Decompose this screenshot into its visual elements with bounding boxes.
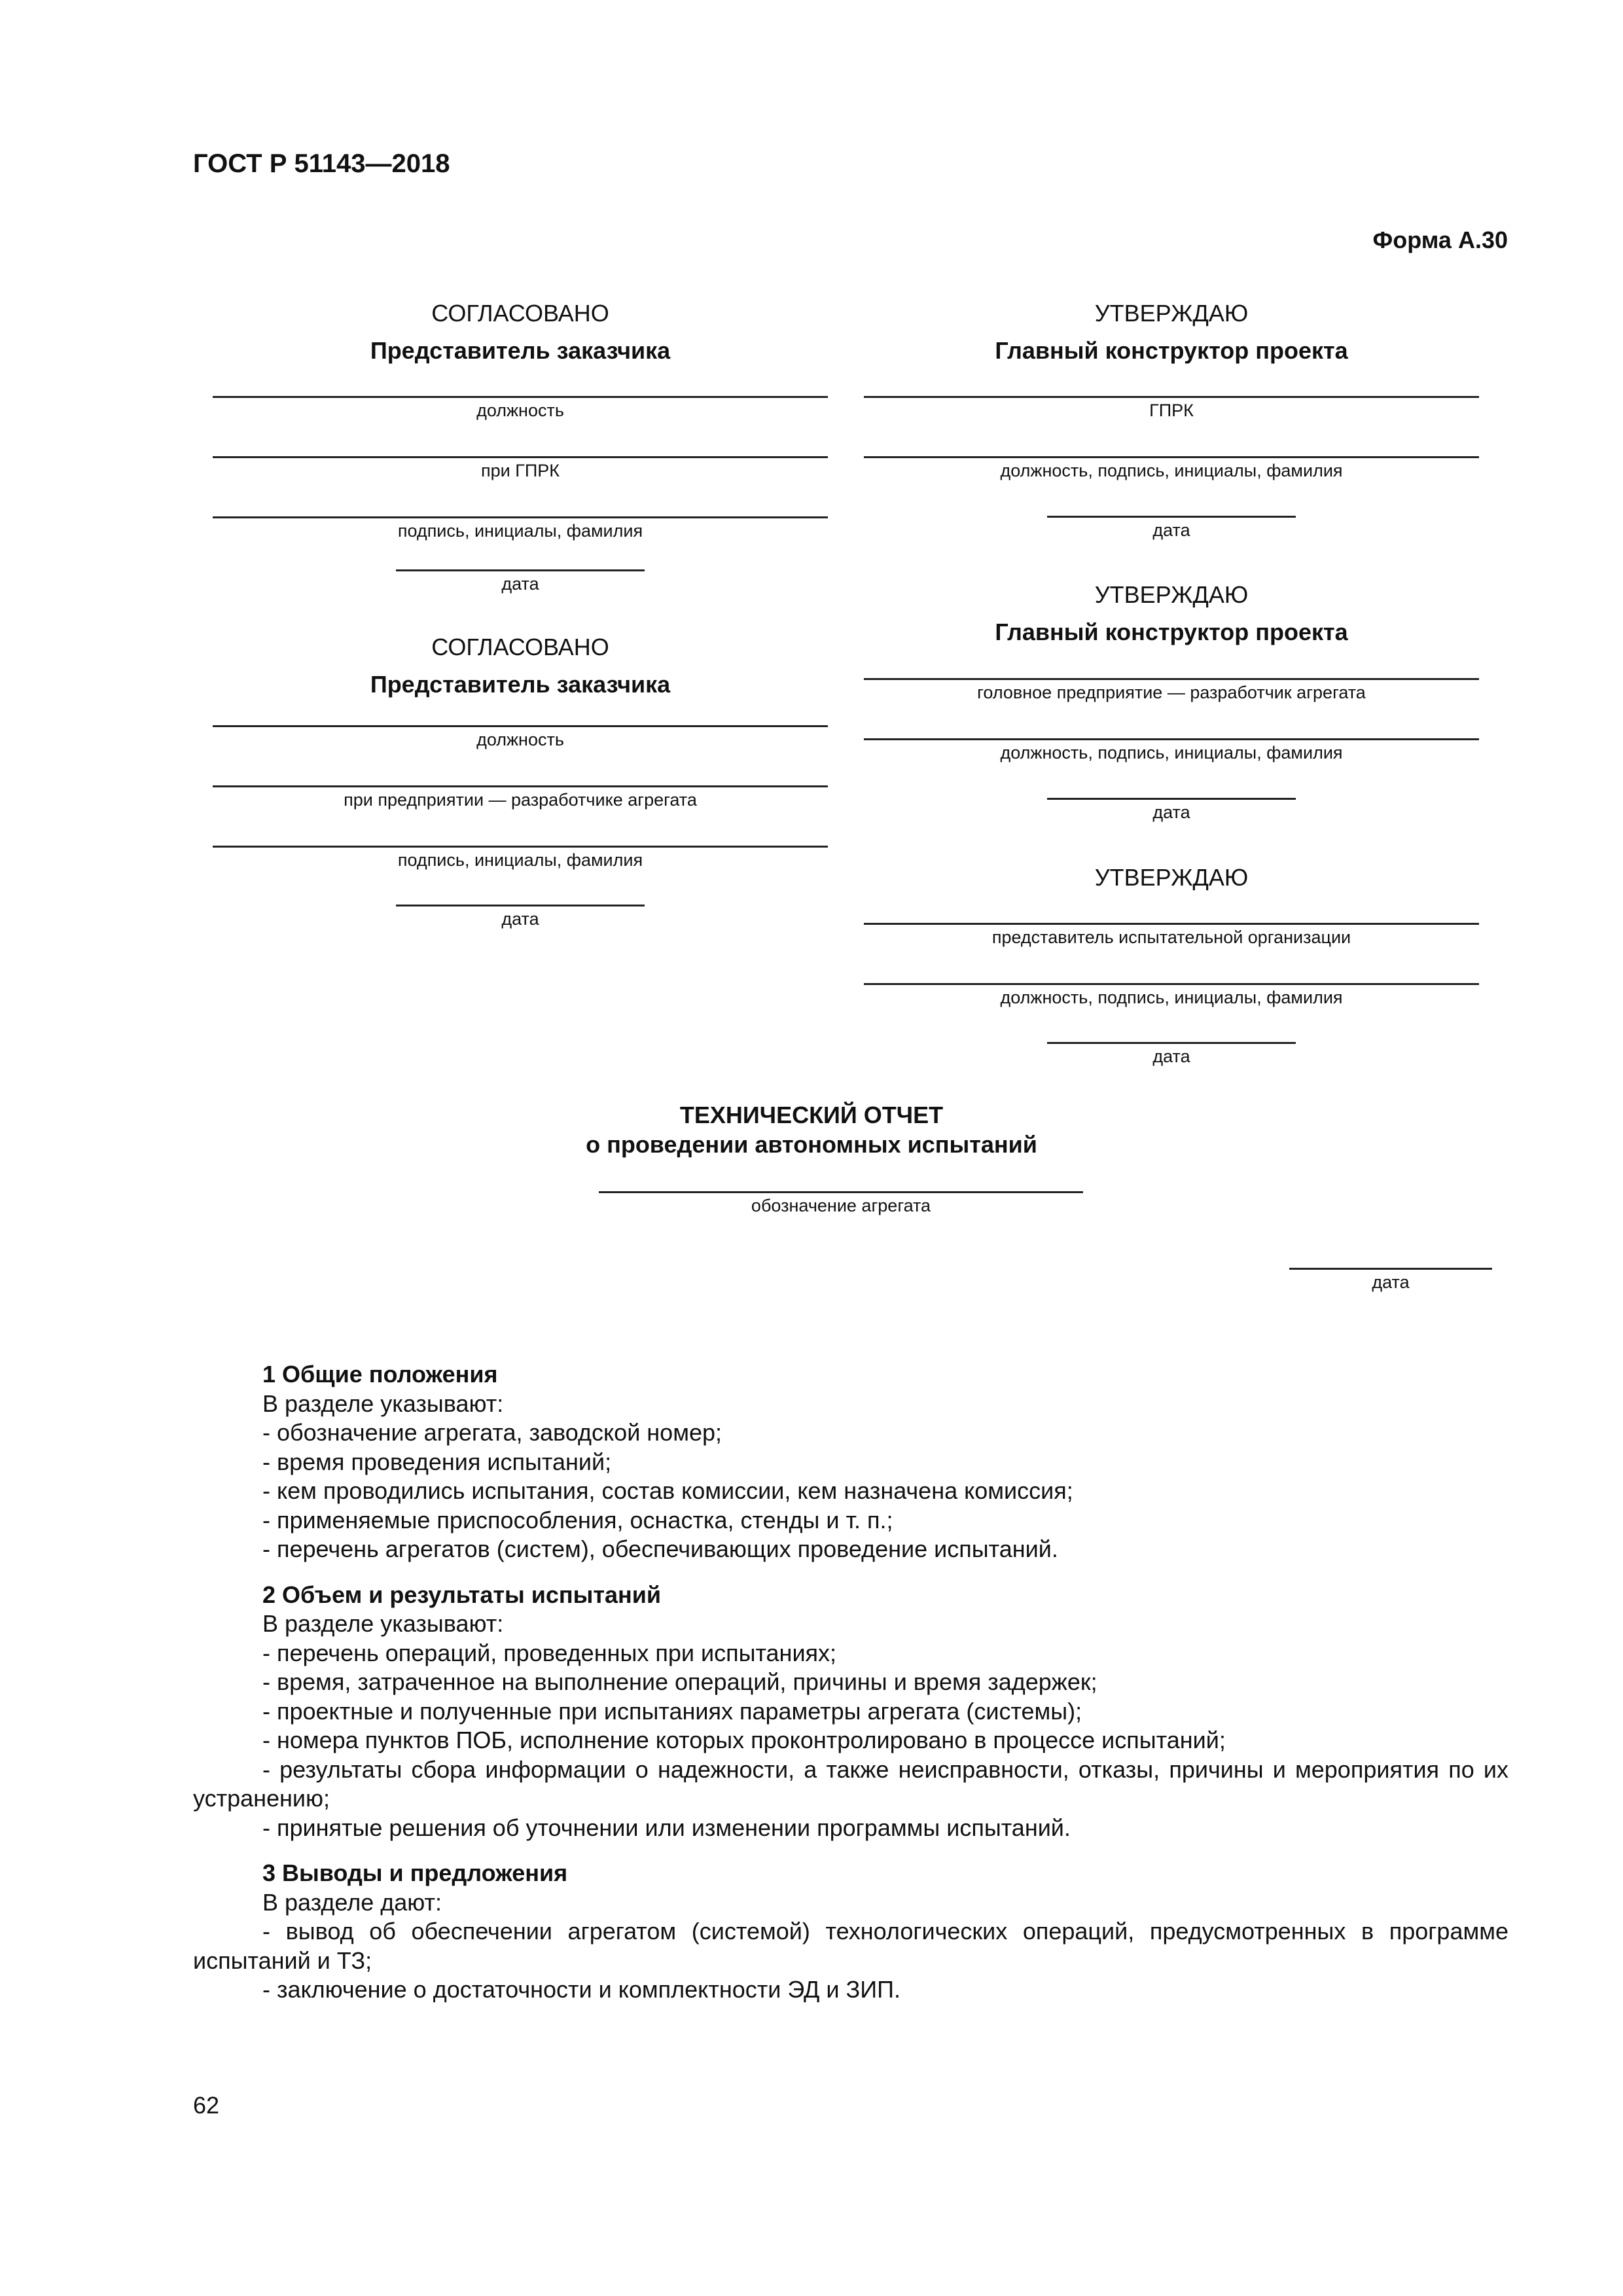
date-line bbox=[1047, 798, 1296, 800]
right-block1-caption-date: дата bbox=[1152, 520, 1190, 540]
signature-line bbox=[864, 678, 1479, 680]
left-block2-caption-org: при предприятии — разработчике агрегата bbox=[344, 790, 697, 810]
left-block2-subtitle: Представитель заказчика bbox=[370, 671, 671, 698]
list-item: - результаты сбора информации о надежности, а также неисправности, отказы, причины и мероприятия по их устранению; bbox=[193, 1755, 1508, 1812]
page-number: 62 bbox=[193, 2092, 220, 2119]
signature-line bbox=[864, 396, 1479, 398]
left-block1-title: СОГЛАСОВАНО bbox=[431, 300, 609, 327]
list-item: - вывод об обеспечении агрегатом (системой) технологических операций, предусмотренных в программе испытаний и ТЗ; bbox=[193, 1918, 1508, 1974]
right-block2-caption-signature: должность, подпись, инициалы, фамилия bbox=[1000, 743, 1343, 762]
left-block2-caption-signature: подпись, инициалы, фамилия bbox=[397, 850, 643, 870]
signature-line bbox=[213, 456, 828, 458]
report-body bbox=[193, 1360, 1508, 2005]
signature-line bbox=[864, 923, 1479, 925]
right-block1-caption-signature: должность, подпись, инициалы, фамилия bbox=[1000, 461, 1343, 480]
left-block2-caption-date: дата bbox=[501, 909, 539, 929]
list-item: - обозначение агрегата, заводской номер; bbox=[262, 1419, 722, 1446]
left-block2-title: СОГЛАСОВАНО bbox=[431, 634, 609, 660]
report-date-caption: дата bbox=[1372, 1272, 1410, 1292]
list-item: - кем проводились испытания, состав комиссии, кем назначена комиссия; bbox=[262, 1477, 1073, 1504]
date-line bbox=[1047, 516, 1296, 518]
right-block2-caption-org: головное предприятие — разработчик агрегата bbox=[977, 683, 1366, 702]
right-block3-title: УТВЕРЖДАЮ bbox=[1094, 864, 1249, 891]
right-block3-caption-org: представитель испытательной организации bbox=[991, 927, 1351, 947]
report-subtitle: о проведении автономных испытаний bbox=[586, 1131, 1037, 1158]
list-item: - применяемые приспособления, оснастка, стенды и т. п.; bbox=[262, 1506, 893, 1534]
left-block1-caption-org: при ГПРК bbox=[481, 461, 560, 480]
report-date-line bbox=[1289, 1268, 1492, 1270]
signature-line bbox=[213, 516, 828, 518]
left-block2-caption-position: должность bbox=[476, 730, 564, 749]
left-block1-subtitle: Представитель заказчика bbox=[370, 337, 671, 364]
list-item: - время проведения испытаний; bbox=[262, 1448, 612, 1475]
right-block1-caption-org: ГПРК bbox=[1149, 401, 1194, 420]
signature-line bbox=[213, 785, 828, 787]
left-block1-caption-position: должность bbox=[476, 401, 564, 420]
list-item: - заключение о достаточности и комплектности ЭД и ЗИП. bbox=[262, 1976, 901, 2003]
date-line bbox=[396, 905, 645, 906]
signature-line bbox=[864, 738, 1479, 740]
date-line bbox=[396, 569, 645, 571]
list-item: - номера пунктов ПОБ, исполнение которых проконтролировано в процессе испытаний; bbox=[262, 1727, 1226, 1753]
right-block1-title: УТВЕРЖДАЮ bbox=[1094, 300, 1249, 327]
list-item: - время, затраченное на выполнение операций, причины и время задержек; bbox=[262, 1668, 1097, 1695]
signature-line bbox=[864, 983, 1479, 985]
unit-designation-caption: обозначение агрегата bbox=[751, 1196, 931, 1215]
document-code: ГОСТ Р 51143—2018 bbox=[193, 149, 450, 178]
section-heading: 1 Общие положения bbox=[262, 1361, 498, 1388]
signature-line bbox=[213, 725, 828, 727]
left-block1-caption-signature: подпись, инициалы, фамилия bbox=[397, 521, 643, 541]
section-intro: В разделе указывают: bbox=[262, 1390, 504, 1417]
right-block3-caption-date: дата bbox=[1152, 1047, 1190, 1066]
signature-line bbox=[864, 456, 1479, 458]
left-block1-caption-date: дата bbox=[501, 574, 539, 594]
section-heading: 3 Выводы и предложения bbox=[262, 1859, 568, 1886]
signature-line bbox=[213, 396, 828, 398]
right-block3-caption-signature: должность, подпись, инициалы, фамилия bbox=[1000, 988, 1343, 1007]
right-block2-caption-date: дата bbox=[1152, 802, 1190, 822]
right-block2-subtitle: Главный конструктор проекта bbox=[995, 619, 1348, 645]
list-item: - перечень операций, проведенных при испытаниях; bbox=[262, 1639, 837, 1666]
form-number: Форма А.30 bbox=[1372, 226, 1508, 253]
list-item: - проектные и полученные при испытаниях параметры агрегата (системы); bbox=[262, 1697, 1082, 1725]
signature-line bbox=[213, 846, 828, 848]
section-intro: В разделе указывают: bbox=[262, 1610, 504, 1637]
date-line bbox=[1047, 1042, 1296, 1044]
report-title: ТЕХНИЧЕСКИЙ ОТЧЕТ bbox=[679, 1102, 944, 1128]
list-item: - принятые решения об уточнении или изменении программы испытаний. bbox=[262, 1814, 1071, 1841]
list-item: - перечень агрегатов (систем), обеспечивающих проведение испытаний. bbox=[262, 1535, 1058, 1562]
right-block2-title: УТВЕРЖДАЮ bbox=[1094, 581, 1249, 608]
unit-designation-line bbox=[599, 1191, 1083, 1193]
section-intro: В разделе дают: bbox=[262, 1888, 442, 1916]
right-block1-subtitle: Главный конструктор проекта bbox=[995, 337, 1348, 364]
section-heading: 2 Объем и результаты испытаний bbox=[262, 1581, 662, 1608]
